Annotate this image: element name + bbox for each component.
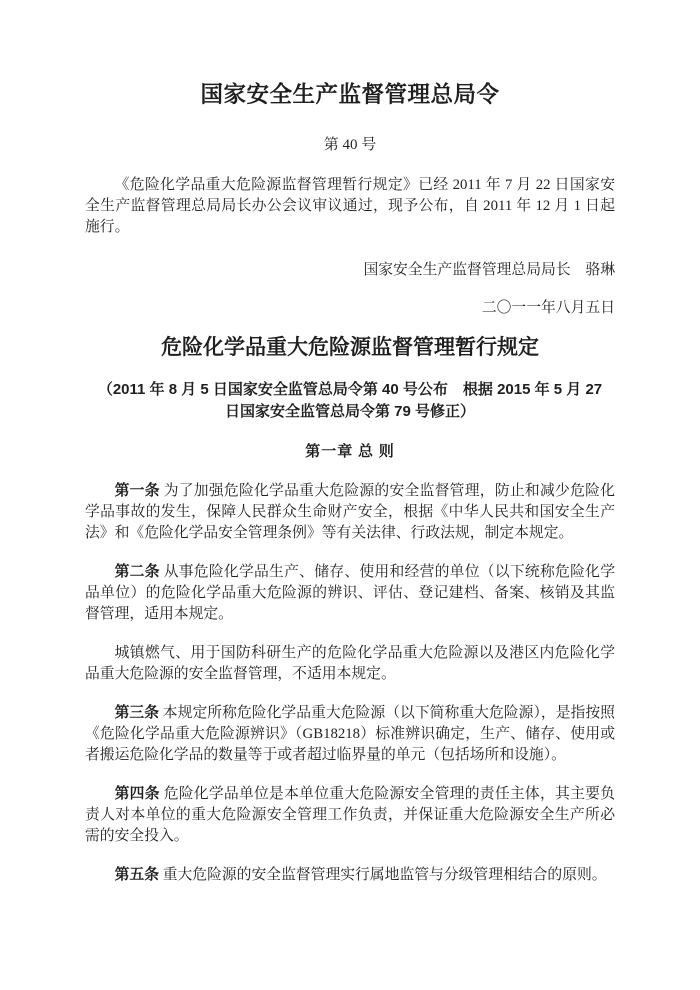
article-paragraph: 第四条 危险化学品单位是本单位重大危险源安全管理的责任主体，其主要负责人对本单位的重大危险源安全管理工作负责，并保证重大危险源安全生产所必需的安全投入。 [85,786,615,844]
decree-title: 国家安全生产监督管理总局令 [200,82,500,107]
article-paragraph: 第五条 重大危险源的安全监督管理实行属地监管与分级管理相结合的原则。 [114,867,607,883]
signature-line: 国家安全生产监督管理总局局长 骆琳 [363,262,615,278]
body-paragraph: 城镇燃气、用于国防科研生产的危险化学品重大危险源以及港区内危险化学品重大危险源的安全监督管理，不适用本规定。 [85,645,615,682]
revision-note-line-1: （2011 年 8 月 5 日国家安全监管总局令第 40 号公布 根据 2015 年 5 月 27 [97,381,603,398]
chapter-heading: 第一章 总 则 [305,444,395,460]
decree-announcement: 《危险化学品重大危险源监督管理暂行规定》已经 2011 年 7 月 22 日国家安全生产监督管理总局局长办公会议审议通过，现予公布，自 2011 年 12 月 1 日起施行。 [85,177,615,235]
revision-note-line-2: 日国家安全监管总局令第 79 号修正） [224,403,476,420]
article-paragraph: 第三条 本规定所称危险化学品重大危险源（以下简称重大危险源），是指按照《危险化学品重大危险源辨识》（GB18218）标准辨识确定，生产、储存、使用或者搬运危险化学品的数量等于或者超过临界量的单元（包括场所和设施）。 [85,705,615,763]
article-label: 第三条 [114,705,160,721]
article-label: 第五条 [114,867,159,883]
decree-number: 第 40 号 [323,137,377,153]
article-label: 第一条 [114,483,160,499]
article-label: 第四条 [114,786,160,802]
articles-container [85,481,615,886]
article-label: 第二条 [114,564,160,580]
date-line: 二〇一一年八月五日 [481,300,615,316]
regulation-title: 危险化学品重大危险源监督管理暂行规定 [161,335,539,359]
revision-note [85,379,615,423]
article-paragraph: 第一条 为了加强危险化学品重大危险源的安全监督管理，防止和减少危险化学品事故的发生，保障人民群众生命财产安全，根据《中华人民共和国安全生产法》和《危险化学品安全管理条例》等有关法律、行政法规，制定本规定。 [85,483,615,541]
article-paragraph: 第二条 从事危险化学品生产、储存、使用和经营的单位（以下统称危险化学品单位）的危险化学品重大危险源的辨识、评估、登记建档、备案、核销及其监督管理，适用本规定。 [85,564,615,622]
